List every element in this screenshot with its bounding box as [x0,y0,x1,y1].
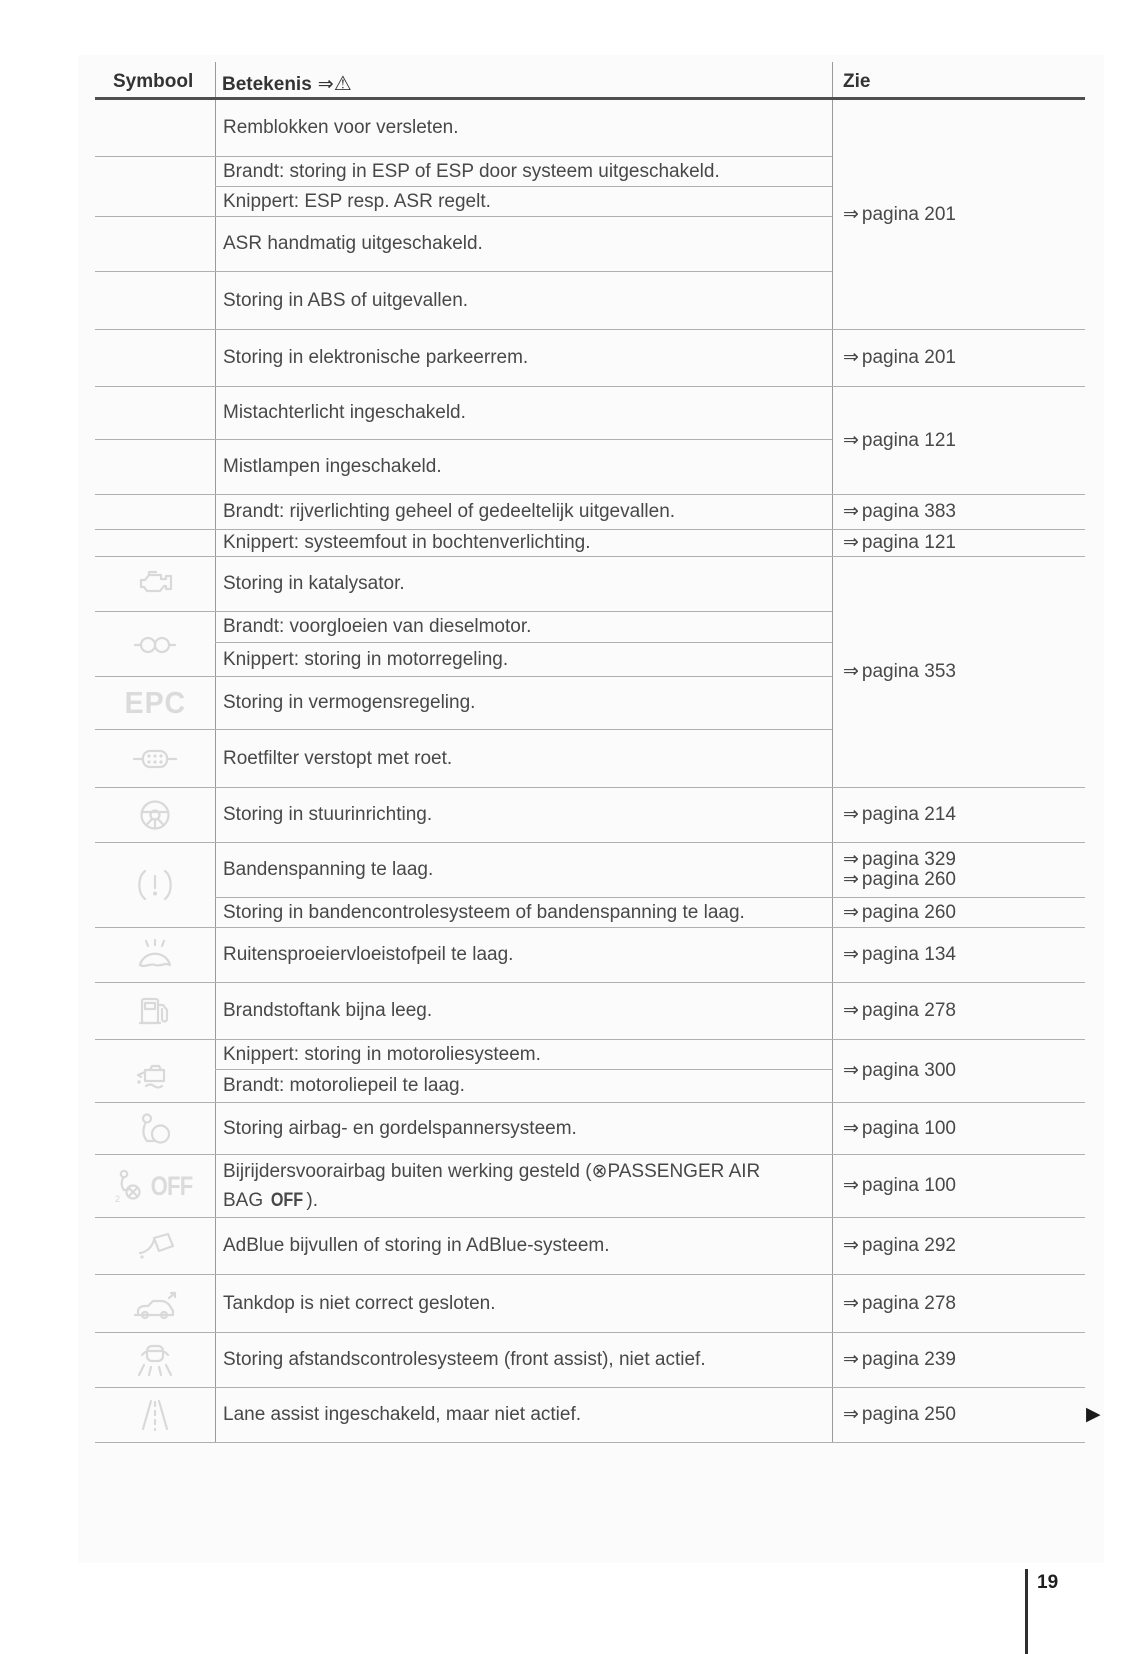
table-row [95,217,832,272]
meaning-text: Brandt: motoroliepeil te laag. [223,1075,465,1096]
see-cell [832,1388,1085,1443]
see-page-ref: pagina 134 [861,944,956,965]
table-row [95,612,832,677]
ref-arrow: ⇒ [843,1175,859,1196]
see-cell [832,983,1085,1040]
see-cell [832,1218,1085,1275]
see-cell [832,557,1085,788]
meaning-text: Mistlampen ingeschakeld. [223,456,442,477]
see-cell [832,1275,1085,1333]
airbag-icon [132,1112,178,1146]
see-page-ref: pagina 100 [861,1175,956,1196]
symbol-cell [95,272,215,329]
meaning-text: Storing afstandscontrolesysteem (front assist), niet actief. [223,1349,706,1370]
symbol-cell [95,1040,215,1102]
meaning-text: Mistachterlicht ingeschakeld. [223,402,466,423]
meaning-text: Knippert: ESP resp. ASR regelt. [223,190,491,212]
table-row [95,983,832,1040]
particulate-filter-icon [132,741,178,777]
symbol-cell [95,1333,215,1387]
svg-text:2: 2 [114,1194,120,1204]
symbol-cell [95,440,215,494]
meaning-text: Storing in elektronische parkeerrem. [223,347,529,368]
symbol-cell [95,330,215,386]
symbol-cell [95,157,215,216]
symbol-cell [95,1218,215,1274]
table-row [95,1388,832,1443]
meaning-text: Storing in vermogensregeling. [223,692,476,713]
table-row [95,1333,832,1388]
symbol-cell [95,843,215,927]
table-row [95,1155,832,1218]
continue-marker: ▶ [1086,1404,1101,1425]
see-cell [832,898,1085,928]
ref-arrow: ⇒ [843,849,859,870]
glow-plug-icon [132,626,178,662]
see-page-ref: pagina 100 [861,1117,956,1139]
table-row [95,843,832,928]
symbol-cell [95,612,215,676]
table-row [95,788,832,843]
see-page-ref: pagina 201 [861,203,956,225]
page-number-rule [1025,1569,1028,1654]
see-cell [832,788,1085,843]
table-row [95,330,832,387]
meaning-text: Lane assist ingeschakeld, maar niet actief. [223,1404,582,1425]
table-row [95,730,832,788]
meaning-text: Storing in stuurinrichting. [223,804,433,825]
meaning-text: Brandt: storing in ESP of ESP door systeem uitgeschakeld. [215,157,832,187]
ref-arrow: ⇒ [843,901,859,923]
table-body [95,100,832,1443]
ref-arrow: ⇒ [843,661,859,682]
meaning-text: Knippert: systeemfout in bochtenverlichting. [223,532,591,553]
symbol-cell [95,928,215,982]
see-column [832,100,1085,1443]
page-number: 19 [1037,1572,1059,1593]
meaning-text: Storing in katalysator. [223,573,405,594]
symbol-cell [95,983,215,1039]
table-row [95,928,832,983]
tire-pressure-icon [132,867,178,903]
warning-triangle-icon: ⚠ [333,73,352,95]
see-cell [832,1103,1085,1155]
see-cell [832,100,1085,330]
table-row [95,1103,832,1155]
symbol-cell [95,530,215,556]
ref-arrow: ⇒ [843,1117,859,1139]
table-row [95,100,832,157]
see-page-ref: pagina 121 [861,429,956,451]
ref-arrow: ⇒ [843,1404,859,1425]
check-engine-icon [132,568,178,600]
symbol-cell [95,677,215,729]
oil-pressure-icon [132,1053,178,1089]
symbol-cell [95,100,215,156]
symbol-cell [95,788,215,842]
see-page-ref: pagina 300 [861,1060,956,1081]
fuel-cap-icon [131,1287,179,1321]
header-symbool: Symbool [113,71,194,92]
table-row [95,495,832,530]
symbol-cell [95,1155,215,1217]
ref-arrow: ⇒ [317,74,334,95]
see-cell [832,928,1085,983]
table-row [95,557,832,612]
see-cell [832,387,1085,495]
steering-wheel-icon [132,797,178,833]
header-zie: Zie [843,71,871,92]
table-row [95,1218,832,1275]
see-cell [832,530,1085,557]
meaning-text: Storing in bandencontrolesysteem of bandenspanning te laag. [223,901,745,923]
see-cell [832,1155,1085,1218]
table-row [95,157,832,217]
table-header [95,62,1085,100]
off-label: OFF [150,1170,192,1201]
see-page-ref: pagina 278 [861,1000,956,1021]
ref-arrow: ⇒ [843,429,859,451]
table-row [95,387,832,440]
see-page-ref: pagina 121 [861,532,956,553]
meaning-text: Bijrijdersvoorairbag buiten werking gesteld (⊗PASSENGER AIR BAG OFF ). [223,1161,761,1211]
see-page-ref: pagina 260 [861,869,956,890]
table-row [95,530,832,557]
see-cell [832,843,1085,898]
ref-arrow: ⇒ [843,869,859,890]
meaning-text: Brandt: voorgloeien van dieselmotor. [215,612,832,643]
ref-arrow: ⇒ [843,347,859,368]
see-page-ref: pagina 278 [861,1292,956,1314]
ref-arrow: ⇒ [843,944,859,965]
meaning-text: Bandenspanning te laag. [215,843,832,898]
symbol-cell [95,730,215,787]
header-betekenis: Betekenis ⇒⚠ [222,73,352,95]
see-page-ref: pagina 353 [861,661,956,682]
ref-arrow: ⇒ [843,501,859,522]
see-cell [832,1040,1085,1103]
see-cell [832,495,1085,530]
fuel-pump-icon [132,993,178,1029]
meaning-text: Ruitensproeiervloeistofpeil te laag. [223,944,514,965]
front-assist-icon [132,1342,178,1378]
meaning-text: Tankdop is niet correct gesloten. [223,1292,496,1314]
meaning-text: Knippert: storing in motoroliesysteem. [215,1040,832,1070]
see-page-ref: pagina 214 [861,804,956,825]
symbol-cell [95,1275,215,1332]
lane-assist-icon [132,1397,178,1433]
meaning-text: Storing airbag- en gordelspannersysteem. [223,1117,577,1139]
ref-arrow: ⇒ [843,1235,859,1256]
symbol-cell [95,557,215,611]
see-page-ref: pagina 329 [861,849,956,870]
ref-arrow: ⇒ [843,1292,859,1314]
see-page-ref: pagina 250 [861,1404,956,1425]
see-page-ref: pagina 201 [861,347,956,368]
table-row [95,440,832,495]
ref-arrow: ⇒ [843,1349,859,1370]
see-page-ref: pagina 292 [861,1235,956,1256]
table-row [95,677,832,730]
ref-arrow: ⇒ [843,1000,859,1021]
ref-arrow: ⇒ [843,1060,859,1081]
meaning-text: AdBlue bijvullen of storing in AdBlue-systeem. [223,1235,610,1256]
meaning-text: ASR handmatig uitgeschakeld. [223,233,483,254]
see-cell [832,1333,1085,1388]
passenger-airbag-off-icon [114,1168,144,1204]
symbol-cell [95,1103,215,1154]
symbol-cell [95,1388,215,1442]
meaning-text: Storing in ABS of uitgevallen. [223,289,469,311]
meaning-text: Brandt: rijverlichting geheel of gedeeltelijk uitgevallen. [223,501,676,522]
adblue-icon [132,1229,178,1263]
symbol-cell [95,217,215,271]
epc-icon: EPC [124,685,186,720]
meaning-text: Knippert: storing in motorregeling. [223,648,509,670]
see-cell [832,330,1085,387]
symbol-cell [95,495,215,529]
meaning-text: Brandstoftank bijna leeg. [223,1000,433,1021]
ref-arrow: ⇒ [843,804,859,825]
symbol-cell [95,387,215,439]
meaning-text: Remblokken voor versleten. [223,117,459,138]
meaning-text: Roetfilter verstopt met roet. [223,747,453,769]
washer-fluid-icon [132,938,178,972]
see-page-ref: pagina 383 [861,501,956,522]
airbag-off-inline-icon: ⊗ [591,1161,608,1182]
ref-arrow: ⇒ [843,532,859,553]
ref-arrow: ⇒ [843,203,859,225]
table-row [95,272,832,330]
table-row [95,1040,832,1103]
table-row [95,1275,832,1333]
see-page-ref: pagina 239 [861,1349,956,1370]
see-page-ref: pagina 260 [861,901,956,923]
